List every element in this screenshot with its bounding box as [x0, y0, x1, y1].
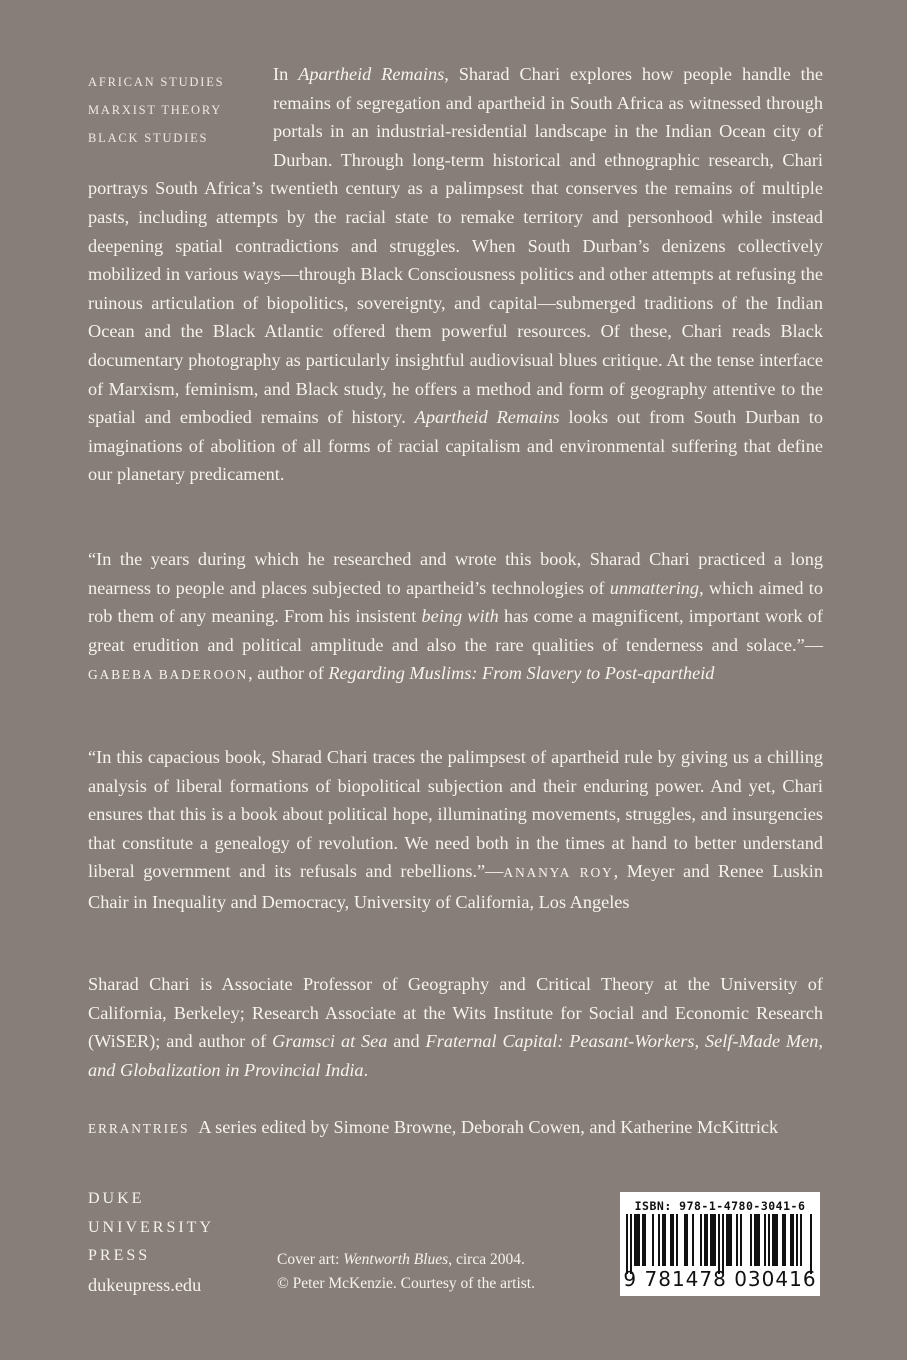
book-description: In Apartheid Remains, Sharad Chari explores how people handle the remains of segregation and apartheid in South Africa as witnessed through portals in an industrial-residential landscape in the Indian Ocean city of Durban. Through long-term historical and ethnographic research, Chari portrays South Africa’s twentieth century as a palimpsest that conserves the remains of multiple pasts, including attempts by the racial state to remake territory and personhood while instead deepening spatial contradictions and struggles. When South Durban’s denizens collectively mobilized in various ways—through Black Consciousness politics and other attempts at refusing the ruinous articulation of biopolitics, sovereignty, and capital—submerged traditions of the Indian Ocean and the Black Atlantic offered them powerful resources. Of these, Chari reads Black documentary photography as particularly insightful audiovisual blues critique. At the tense interface of Marxism, feminism, and Black study, he offers a method and form of geography attentive to the spatial and embodied remains of history. Apartheid Remains looks out from South Durban to imaginations of abolition of all forms of racial capitalism and environmental suffering that define our planetary predicament.	[88, 64, 823, 485]
barcode-bar	[662, 1214, 664, 1266]
barcode-bar	[730, 1214, 732, 1266]
subject-category: BLACK STUDIES	[88, 131, 209, 145]
barcode-bar	[670, 1214, 672, 1266]
barcode-bar	[800, 1214, 802, 1266]
series-name: ERRANTRIES	[88, 1121, 190, 1136]
ean-number: 9 781478 030416	[623, 1267, 817, 1291]
publisher-block	[88, 1185, 214, 1299]
barcode-bar	[684, 1214, 686, 1266]
barcode-bar	[796, 1214, 798, 1266]
subject-category: AFRICAN STUDIES	[88, 75, 225, 89]
publisher-name: PRESS	[88, 1247, 151, 1264]
author-book-title: Gramsci at Sea	[272, 1031, 388, 1052]
barcode-bar	[728, 1214, 730, 1266]
barcode-bar	[784, 1214, 786, 1266]
book-title: Apartheid Remains	[414, 407, 560, 428]
barcode-bar	[704, 1214, 706, 1266]
barcode-bar	[664, 1214, 666, 1266]
barcode-bar	[692, 1214, 694, 1266]
artwork-title: Wentworth Blues	[343, 1251, 449, 1268]
barcode-bar	[658, 1214, 660, 1266]
barcode-bar	[768, 1214, 770, 1266]
barcode-bar	[776, 1214, 778, 1266]
barcode-bar	[774, 1214, 776, 1266]
publisher-url[interactable]: dukeupress.edu	[88, 1274, 202, 1295]
barcode-bar	[626, 1214, 628, 1274]
barcode-bar	[810, 1214, 812, 1274]
subject-category: MARXIST THEORY	[88, 103, 223, 117]
endorsement-quote: “In the years during which he researched and wrote this book, Sharad Chari practiced a long nearness to people and places subjected to apartheid’s technologies of unmattering, which aimed to rob them of any meaning. From his insistent being with has come a magnificent, important work of great erudition and political amplitude and also the rare qualities of tenderness and solace.”—GABEBA BADEROON, author of Regarding Muslims: From Slavery to Post-apartheid	[88, 549, 823, 684]
cover-art-credit: Cover art: Wentworth Blues, circa 2004. © Peter McKenzie. Courtesy of the artist.	[277, 1251, 535, 1292]
publisher-name: UNIVERSITY	[88, 1218, 214, 1236]
barcode-bar	[754, 1214, 756, 1266]
barcode-bar	[652, 1214, 654, 1266]
barcode-bar	[722, 1214, 724, 1274]
endorsement-quote: “In this capacious book, Sharad Chari traces the palimpsest of apartheid rule by giving us a chilling analysis of liberal formations of biopolitical subjection and their enduring power. And yet, Chari ensures that this is a book about political hope, illuminating movements, struggles, and insurgencies that constitute a genealogy of revolution. We need both in the times at hand to better understand liberal government and its refusals and rebellions.”—ANANYA ROY, Meyer and Renee Luskin Chair in Inequality and Democracy, University of California, Los Angeles	[88, 747, 823, 912]
endorser-book-title: Regarding Muslims: From Slavery to Post-apartheid	[328, 663, 715, 684]
book-title: Apartheid Remains	[298, 64, 445, 84]
barcode-bar	[642, 1214, 644, 1266]
barcode-bar	[726, 1214, 728, 1266]
isbn-barcode	[620, 1192, 820, 1296]
barcode-bar	[790, 1214, 792, 1266]
publisher-name: DUKE	[88, 1190, 145, 1207]
series-info: ERRANTRIES A series edited by Simone Browne, Deborah Cowen, and Katherine McKittrick	[88, 1117, 779, 1137]
endorser-name: GABEBA BADEROON	[88, 667, 249, 683]
barcode-bar	[740, 1214, 742, 1266]
barcode-bar	[714, 1214, 716, 1266]
barcode-bar	[756, 1214, 758, 1266]
barcode-bar	[758, 1214, 760, 1266]
barcode-bar	[792, 1214, 794, 1266]
barcode-bar	[772, 1214, 774, 1266]
barcode-bar	[634, 1214, 636, 1266]
barcode-bar	[686, 1214, 688, 1266]
barcode-bar	[718, 1214, 720, 1274]
barcode-bar	[676, 1214, 678, 1266]
barcode-bar	[630, 1214, 632, 1274]
barcode-bar	[750, 1214, 752, 1266]
barcode-bar	[736, 1214, 738, 1266]
barcode-bar	[700, 1214, 702, 1266]
barcode-bar	[764, 1214, 766, 1266]
author-book-title: Fraternal Capital: Peasant-Workers, Self-Made Men, and Globalization in Provincial India	[88, 1031, 823, 1080]
endorser-name: ANANYA ROY	[503, 865, 614, 881]
barcode-bar	[636, 1214, 638, 1266]
barcode-bar	[712, 1214, 714, 1266]
barcode-bar	[710, 1214, 712, 1266]
barcode-bar	[644, 1214, 646, 1266]
barcode-bar	[638, 1214, 640, 1266]
author-bio: Sharad Chari is Associate Professor of Geography and Critical Theory at the University of California, Berkeley; Research Associate at the Wits Institute for Social and Economic Research (WiSER); and author of Gramsci at Sea and Fraternal Capital: Peasant-Workers, Self-Made Men, and Globalization in Provincial India.	[88, 974, 823, 1080]
isbn-label: ISBN: 978-1-4780-3041-6	[634, 1199, 806, 1213]
barcode-bar	[672, 1214, 674, 1266]
barcode-bar	[706, 1214, 708, 1266]
barcode-bar	[782, 1214, 784, 1266]
